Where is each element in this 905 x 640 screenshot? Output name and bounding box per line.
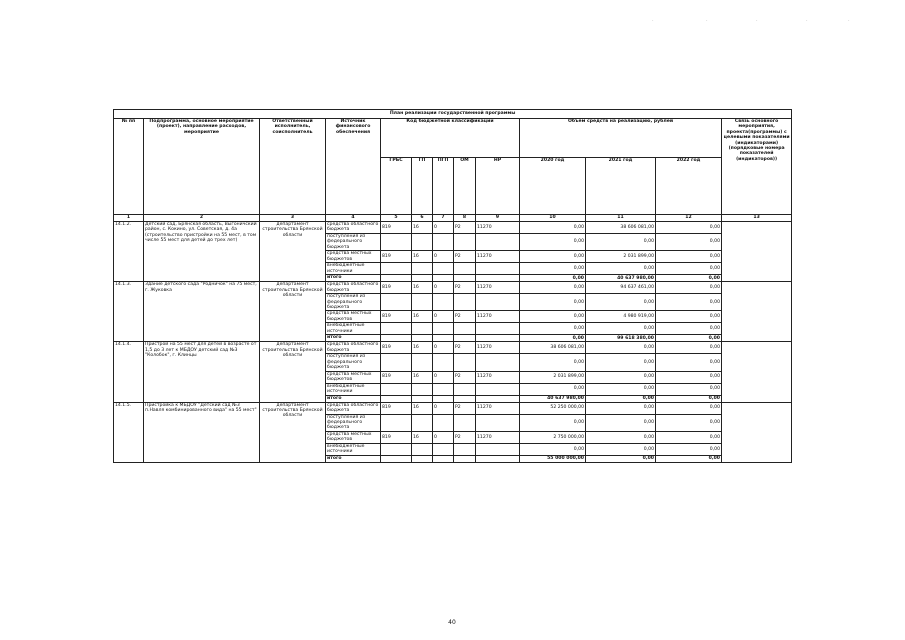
cell-grbs: 819 xyxy=(381,251,412,263)
cell-source: итого xyxy=(326,275,381,282)
table-body xyxy=(114,222,792,463)
cell-y2021: 0,00 xyxy=(586,455,656,462)
group-number: 14.1.4. xyxy=(114,342,144,402)
table-row xyxy=(114,222,792,234)
cell-grbs xyxy=(381,414,412,431)
cell-y2022: 0,00 xyxy=(656,335,722,342)
cell-source: внебюджетные источники xyxy=(326,263,381,275)
cell-y2020: 0,00 xyxy=(520,251,586,263)
cell-gp xyxy=(412,234,433,251)
cell-pgp: 0 xyxy=(433,251,454,263)
cell-y2020: 0,00 xyxy=(520,263,586,275)
cell-om xyxy=(454,395,476,402)
cell-y2022: 0,00 xyxy=(656,294,722,311)
cell-y2020: 0,00 xyxy=(520,414,586,431)
cell-grbs: 819 xyxy=(381,371,412,383)
scan-dots-2: · xyxy=(706,18,708,24)
table-row xyxy=(114,402,792,414)
cell-link xyxy=(722,282,792,342)
cell-y2021: 0,00 xyxy=(586,263,656,275)
cell-y2021: 2 031 899,00 xyxy=(586,251,656,263)
cell-y2021: 94 637 461,00 xyxy=(586,282,656,294)
col-number: 2 xyxy=(144,215,260,222)
cell-grbs: 819 xyxy=(381,431,412,443)
scan-dots-1: · xyxy=(652,18,654,24)
cell-source: средства местных бюджетов xyxy=(326,251,381,263)
cell-grbs xyxy=(381,443,412,455)
cell-nr: 11270 xyxy=(476,222,520,234)
cell-om: Р2 xyxy=(454,222,476,234)
cell-y2021: 0,00 xyxy=(586,414,656,431)
cell-grbs: 819 xyxy=(381,311,412,323)
cell-y2021: 40 637 980,00 xyxy=(586,275,656,282)
cell-y2022: 0,00 xyxy=(656,311,722,323)
cell-nr: 11270 xyxy=(476,282,520,294)
col-number: 1 xyxy=(114,215,144,222)
col-number: 7 xyxy=(433,215,454,222)
header-2022: 2022 год xyxy=(656,158,722,215)
cell-source: средства местных бюджетов xyxy=(326,431,381,443)
cell-nr xyxy=(476,335,520,342)
cell-om xyxy=(454,263,476,275)
cell-nr: 11270 xyxy=(476,311,520,323)
header-source: Источник финансового обеспечения xyxy=(326,119,381,215)
cell-y2022: 0,00 xyxy=(656,323,722,335)
cell-pgp xyxy=(433,455,454,462)
cell-pgp xyxy=(433,323,454,335)
cell-gp xyxy=(412,323,433,335)
cell-pgp xyxy=(433,395,454,402)
cell-grbs xyxy=(381,263,412,275)
cell-gp: 16 xyxy=(412,371,433,383)
group-name: Здание детского сада "Родничок" на 75 мест, г. Жуковка xyxy=(144,282,260,342)
header-num: № пп xyxy=(114,119,144,215)
cell-y2021: 0,00 xyxy=(586,383,656,395)
cell-om xyxy=(454,234,476,251)
header-2021: 2021 год xyxy=(586,158,656,215)
cell-pgp xyxy=(433,275,454,282)
cell-pgp: 0 xyxy=(433,342,454,354)
cell-y2022: 0,00 xyxy=(656,414,722,431)
cell-pgp: 0 xyxy=(433,371,454,383)
cell-nr: 11270 xyxy=(476,342,520,354)
cell-y2022: 0,00 xyxy=(656,222,722,234)
cell-gp xyxy=(412,294,433,311)
cell-y2022: 0,00 xyxy=(656,443,722,455)
scan-dots-5: · xyxy=(848,18,850,24)
header-2020: 2020 год xyxy=(520,158,586,215)
cell-om xyxy=(454,294,476,311)
cell-om xyxy=(454,383,476,395)
cell-nr xyxy=(476,263,520,275)
cell-pgp: 0 xyxy=(433,222,454,234)
cell-y2020: 0,00 xyxy=(520,354,586,371)
cell-y2020: 40 637 980,00 xyxy=(520,395,586,402)
cell-gp: 16 xyxy=(412,431,433,443)
cell-y2021: 38 606 081,00 xyxy=(586,222,656,234)
page-number: 40 xyxy=(448,619,456,626)
cell-om: Р2 xyxy=(454,431,476,443)
cell-y2021: 0,00 xyxy=(586,234,656,251)
header-pgp: ПГП xyxy=(433,158,454,215)
cell-pgp xyxy=(433,294,454,311)
cell-nr xyxy=(476,323,520,335)
cell-gp: 16 xyxy=(412,282,433,294)
cell-source: средства местных бюджетов xyxy=(326,311,381,323)
cell-source: внебюджетные источники xyxy=(326,443,381,455)
scan-dots-4: · xyxy=(806,18,808,24)
document-sheet xyxy=(113,109,791,463)
cell-y2022: 0,00 xyxy=(656,282,722,294)
cell-gp xyxy=(412,383,433,395)
cell-om xyxy=(454,354,476,371)
cell-grbs xyxy=(381,354,412,371)
cell-y2022: 0,00 xyxy=(656,395,722,402)
cell-om: Р2 xyxy=(454,402,476,414)
col-number: 6 xyxy=(412,215,433,222)
group-name: Пристройка к МБДОУ "Детский сад №3 п.Навля комбинированного вида" на 55 мест" xyxy=(144,402,260,462)
cell-gp xyxy=(412,354,433,371)
header-om: ОМ xyxy=(454,158,476,215)
cell-y2022: 0,00 xyxy=(656,402,722,414)
cell-source: внебюджетные источники xyxy=(326,383,381,395)
col-number: 4 xyxy=(326,215,381,222)
cell-om xyxy=(454,323,476,335)
cell-y2020: 55 000 000,00 xyxy=(520,455,586,462)
cell-nr xyxy=(476,443,520,455)
cell-source: средства областного бюджета xyxy=(326,222,381,234)
cell-y2022: 0,00 xyxy=(656,431,722,443)
cell-om: Р2 xyxy=(454,282,476,294)
group-name: Пристрой на 55 мест для детей в возрасте от 1,5 до 3 лет к МБДОУ детский сад №3 "Колобок", г. Клинцы xyxy=(144,342,260,402)
cell-grbs xyxy=(381,335,412,342)
cell-y2021: 0,00 xyxy=(586,443,656,455)
group-executor: департамент строительства Брянской области xyxy=(260,402,326,462)
cell-y2022: 0,00 xyxy=(656,275,722,282)
cell-y2021: 4 980 919,00 xyxy=(586,311,656,323)
cell-gp xyxy=(412,395,433,402)
cell-link xyxy=(722,402,792,462)
cell-grbs xyxy=(381,234,412,251)
cell-om xyxy=(454,275,476,282)
cell-om xyxy=(454,455,476,462)
cell-y2021: 0,00 xyxy=(586,431,656,443)
cell-y2020: 0,00 xyxy=(520,282,586,294)
cell-pgp xyxy=(433,234,454,251)
cell-y2020: 52 250 000,00 xyxy=(520,402,586,414)
header-subprogram: Подпрограмма, основное мероприятие (проект), направление расходов, мероприятие xyxy=(144,119,260,215)
cell-y2020: 2 750 000,00 xyxy=(520,431,586,443)
cell-grbs xyxy=(381,455,412,462)
cell-pgp xyxy=(433,335,454,342)
cell-nr: 11270 xyxy=(476,431,520,443)
cell-om: Р2 xyxy=(454,311,476,323)
header-grbs: ГРБС xyxy=(381,158,412,215)
group-executor: департамент строительства Брянской области xyxy=(260,342,326,402)
header-nr: НР xyxy=(476,158,520,215)
cell-y2020: 0,00 xyxy=(520,323,586,335)
header-volume: Объём средств на реализацию, рублей xyxy=(520,119,722,158)
table-row xyxy=(114,282,792,294)
cell-source: итого xyxy=(326,335,381,342)
group-executor: департамент строительства Брянской области xyxy=(260,222,326,282)
cell-grbs xyxy=(381,294,412,311)
cell-nr xyxy=(476,395,520,402)
cell-nr: 11270 xyxy=(476,402,520,414)
cell-pgp: 0 xyxy=(433,311,454,323)
cell-gp: 16 xyxy=(412,311,433,323)
header-gp: ГП xyxy=(412,158,433,215)
cell-gp xyxy=(412,263,433,275)
group-name: Детский сад, Брянская область, Выгоничский район, с. Кокино, ул. Советская, д. 4а (строительство пристройки на 55 мест, в том числе 55 мест для детей до трех лет) xyxy=(144,222,260,282)
cell-grbs: 819 xyxy=(381,342,412,354)
cell-nr xyxy=(476,275,520,282)
cell-y2022: 0,00 xyxy=(656,234,722,251)
cell-nr: 11270 xyxy=(476,251,520,263)
cell-y2020: 0,00 xyxy=(520,294,586,311)
cell-source: внебюджетные источники xyxy=(326,323,381,335)
cell-gp: 16 xyxy=(412,251,433,263)
cell-y2020: 0,00 xyxy=(520,311,586,323)
cell-grbs: 819 xyxy=(381,282,412,294)
cell-source: поступления из федерального бюджета xyxy=(326,234,381,251)
cell-pgp xyxy=(433,263,454,275)
group-number: 14.1.3. xyxy=(114,282,144,342)
table-row xyxy=(114,342,792,354)
cell-y2021: 0,00 xyxy=(586,371,656,383)
cell-nr xyxy=(476,455,520,462)
cell-y2022: 0,00 xyxy=(656,342,722,354)
col-number: 10 xyxy=(520,215,586,222)
cell-om xyxy=(454,335,476,342)
cell-om xyxy=(454,414,476,431)
col-number: 8 xyxy=(454,215,476,222)
program-plan-table xyxy=(113,109,792,463)
cell-y2022: 0,00 xyxy=(656,354,722,371)
cell-y2021: 99 618 380,00 xyxy=(586,335,656,342)
cell-y2021: 0,00 xyxy=(586,354,656,371)
cell-gp xyxy=(412,275,433,282)
cell-pgp xyxy=(433,354,454,371)
cell-grbs: 819 xyxy=(381,402,412,414)
cell-link xyxy=(722,222,792,282)
cell-grbs xyxy=(381,383,412,395)
cell-om: Р2 xyxy=(454,251,476,263)
col-number: 12 xyxy=(656,215,722,222)
cell-gp xyxy=(412,414,433,431)
cell-source: итого xyxy=(326,395,381,402)
group-number: 14.1.5. xyxy=(114,402,144,462)
cell-source: средства областного бюджета xyxy=(326,342,381,354)
cell-y2022: 0,00 xyxy=(656,383,722,395)
cell-pgp xyxy=(433,414,454,431)
cell-y2021: 0,00 xyxy=(586,323,656,335)
cell-y2022: 0,00 xyxy=(656,371,722,383)
cell-nr xyxy=(476,354,520,371)
cell-source: средства местных бюджетов xyxy=(326,371,381,383)
cell-source: поступления из федерального бюджета xyxy=(326,294,381,311)
cell-nr xyxy=(476,294,520,311)
cell-grbs: 819 xyxy=(381,222,412,234)
cell-gp xyxy=(412,443,433,455)
col-number: 13 xyxy=(722,215,792,222)
col-number: 3 xyxy=(260,215,326,222)
cell-y2021: 0,00 xyxy=(586,395,656,402)
cell-gp xyxy=(412,335,433,342)
cell-source: средства областного бюджета xyxy=(326,402,381,414)
cell-y2020: 2 031 899,00 xyxy=(520,371,586,383)
cell-y2020: 0,00 xyxy=(520,335,586,342)
cell-y2021: 0,00 xyxy=(586,294,656,311)
col-number: 11 xyxy=(586,215,656,222)
cell-nr: 11270 xyxy=(476,371,520,383)
cell-pgp: 0 xyxy=(433,402,454,414)
cell-pgp xyxy=(433,383,454,395)
cell-pgp: 0 xyxy=(433,431,454,443)
col-number: 5 xyxy=(381,215,412,222)
cell-y2020: 38 606 081,00 xyxy=(520,342,586,354)
cell-gp: 16 xyxy=(412,222,433,234)
cell-y2020: 0,00 xyxy=(520,383,586,395)
cell-nr xyxy=(476,234,520,251)
cell-link xyxy=(722,342,792,402)
cell-grbs xyxy=(381,275,412,282)
cell-gp: 16 xyxy=(412,402,433,414)
cell-y2022: 0,00 xyxy=(656,263,722,275)
cell-source: поступления из федерального бюджета xyxy=(326,414,381,431)
group-number: 14.1.2. xyxy=(114,222,144,282)
cell-y2022: 0,00 xyxy=(656,251,722,263)
cell-y2020: 0,00 xyxy=(520,275,586,282)
cell-y2022: 0,00 xyxy=(656,455,722,462)
cell-source: поступления из федерального бюджета xyxy=(326,354,381,371)
header-executor: Ответственный исполнитель, соисполнитель xyxy=(260,119,326,215)
cell-om: Р2 xyxy=(454,371,476,383)
cell-gp: 16 xyxy=(412,342,433,354)
group-executor: департамент строительства Брянской области xyxy=(260,282,326,342)
header-link: Связь основного мероприятия, проекта(программы) с целевыми показателями (индикаторами) (порядковые номера показателей (индикаторов)) xyxy=(722,119,792,215)
col-number: 9 xyxy=(476,215,520,222)
cell-pgp xyxy=(433,443,454,455)
cell-y2021: 0,00 xyxy=(586,342,656,354)
cell-grbs xyxy=(381,323,412,335)
cell-y2021: 0,00 xyxy=(586,402,656,414)
table-title: План реализации государственной программы xyxy=(114,110,792,119)
cell-y2020: 0,00 xyxy=(520,234,586,251)
cell-y2020: 0,00 xyxy=(520,443,586,455)
cell-grbs xyxy=(381,395,412,402)
cell-gp xyxy=(412,455,433,462)
cell-source: средства областного бюджета xyxy=(326,282,381,294)
cell-om: Р2 xyxy=(454,342,476,354)
header-budget-code: Код бюджетной классификации xyxy=(381,119,520,158)
scan-dots-3: · xyxy=(756,18,758,24)
cell-nr xyxy=(476,383,520,395)
cell-y2020: 0,00 xyxy=(520,222,586,234)
cell-nr xyxy=(476,414,520,431)
cell-om xyxy=(454,443,476,455)
cell-source: итого xyxy=(326,455,381,462)
cell-pgp: 0 xyxy=(433,282,454,294)
